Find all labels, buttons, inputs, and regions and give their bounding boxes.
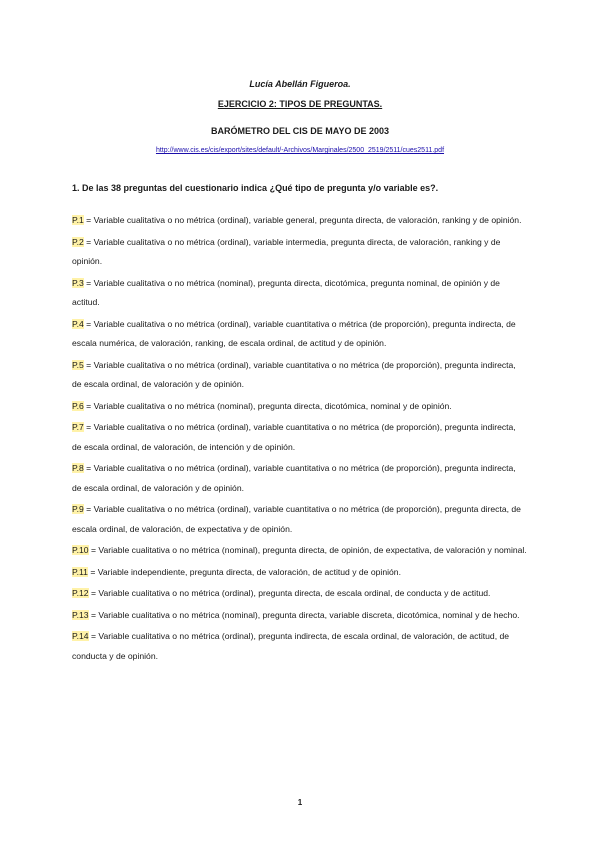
answer-list: [72, 211, 527, 668]
item-text: = Variable cualitativa o no métrica (ordinal), variable cuantitativa o no métrica (de proporción), pregunta directa, de escala ordinal, de valoración, de expectativa y de opinión.: [72, 504, 521, 534]
item-code: P.11: [72, 566, 88, 577]
list-item: [72, 315, 527, 354]
list-item: [72, 584, 527, 604]
author-name: Lucía Abellán Figueroa.: [249, 79, 351, 89]
list-item: [72, 418, 527, 457]
item-text: = Variable cualitativa o no métrica (nominal), pregunta directa, de opinión, de expectativa, de valoración y nominal.: [88, 545, 527, 555]
item-text: = Variable cualitativa o no métrica (ordinal), variable cuantitativa o métrica (de proporción), pregunta indirecta, de escala numérica, de valoración, ranking, de escala ordinal, de actitud y de opinión.: [72, 318, 516, 348]
item-code: P.4: [72, 318, 84, 329]
item-text: = Variable cualitativa o no métrica (ordinal), variable cuantitativa o no métrica (de proporción), pregunta indirecta, de escala ordinal, de valoración, de intención y de opinión.: [72, 422, 516, 452]
item-text: = Variable cualitativa o no métrica (nominal), pregunta directa, variable discreta, dicotómica, nominal y de hecho.: [88, 609, 520, 620]
item-text: = Variable cualitativa o no métrica (nominal), pregunta directa, dicotómica, pregunta nominal, de opinión y de actitud.: [72, 277, 500, 307]
item-code: P.12: [72, 588, 89, 598]
item-text: = Variable cualitativa o no métrica (ordinal), pregunta indirecta, de escala ordinal, de valoración, de actitud, de conducta y de opinión.: [72, 631, 510, 661]
source-link[interactable]: http://www.cis.es/cis/export/sites/default/-Archivos/Marginales/2500_2519/2511/cues2511.pdf: [155, 147, 445, 154]
item-code: P.9: [72, 504, 84, 514]
item-text: = Variable cualitativa o no métrica (ordinal), variable intermedia, pregunta directa, de valoración, ranking y de opinión.: [72, 236, 501, 266]
item-code: P.8: [72, 463, 84, 473]
list-item: [72, 459, 527, 498]
list-item: [72, 606, 527, 626]
item-code: P.13: [72, 609, 89, 620]
item-text: = Variable cualitativa o no métrica (ordinal), variable cuantitativa o no métrica (de proporción), pregunta indirecta, de escala ordinal, de valoración y de opinión.: [72, 463, 516, 493]
list-item: [72, 500, 527, 539]
list-item: [72, 397, 527, 417]
item-text: = Variable cualitativa o no métrica (ordinal), variable cuantitativa o no métrica (de proporción), pregunta indirecta, de escala ordinal, de valoración y de opinión.: [72, 359, 516, 389]
item-code: P.10: [72, 545, 89, 555]
item-text: = Variable cualitativa o no métrica (ordinal), variable general, pregunta directa, de valoración, ranking y de opinión.: [83, 215, 522, 225]
list-item: [72, 563, 527, 583]
exercise-title: EJERCICIO 2: TIPOS DE PREGUNTAS.: [217, 99, 383, 109]
item-code: P.3: [72, 277, 84, 288]
list-item: [72, 274, 527, 313]
item-code: P.5: [72, 359, 84, 370]
page-number: 1: [297, 798, 303, 807]
list-item: [72, 233, 527, 272]
item-code: P.7: [72, 422, 84, 432]
item-code: P.2: [72, 236, 84, 247]
item-text: = Variable cualitativa o no métrica (ordinal), pregunta directa, de escala ordinal, de conducta y de actitud.: [88, 588, 491, 598]
item-text: = Variable independiente, pregunta directa, de valoración, de actitud y de opinión.: [87, 566, 401, 577]
list-item: [72, 356, 527, 395]
item-code: P.14: [72, 631, 89, 641]
item-code: P.6: [72, 400, 84, 411]
item-text: = Variable cualitativa o no métrica (nominal), pregunta directa, dicotómica, nominal y de opinión.: [83, 400, 452, 411]
survey-title: BARÓMETRO DEL CIS DE MAYO DE 2003: [210, 126, 390, 136]
question-heading: 1. De las 38 preguntas del cuestionario indica ¿Qué tipo de pregunta y/o variable es?.: [72, 183, 439, 193]
list-item: [72, 627, 527, 666]
item-code: P.1: [72, 215, 84, 225]
list-item: [72, 211, 527, 231]
list-item: [72, 541, 527, 561]
